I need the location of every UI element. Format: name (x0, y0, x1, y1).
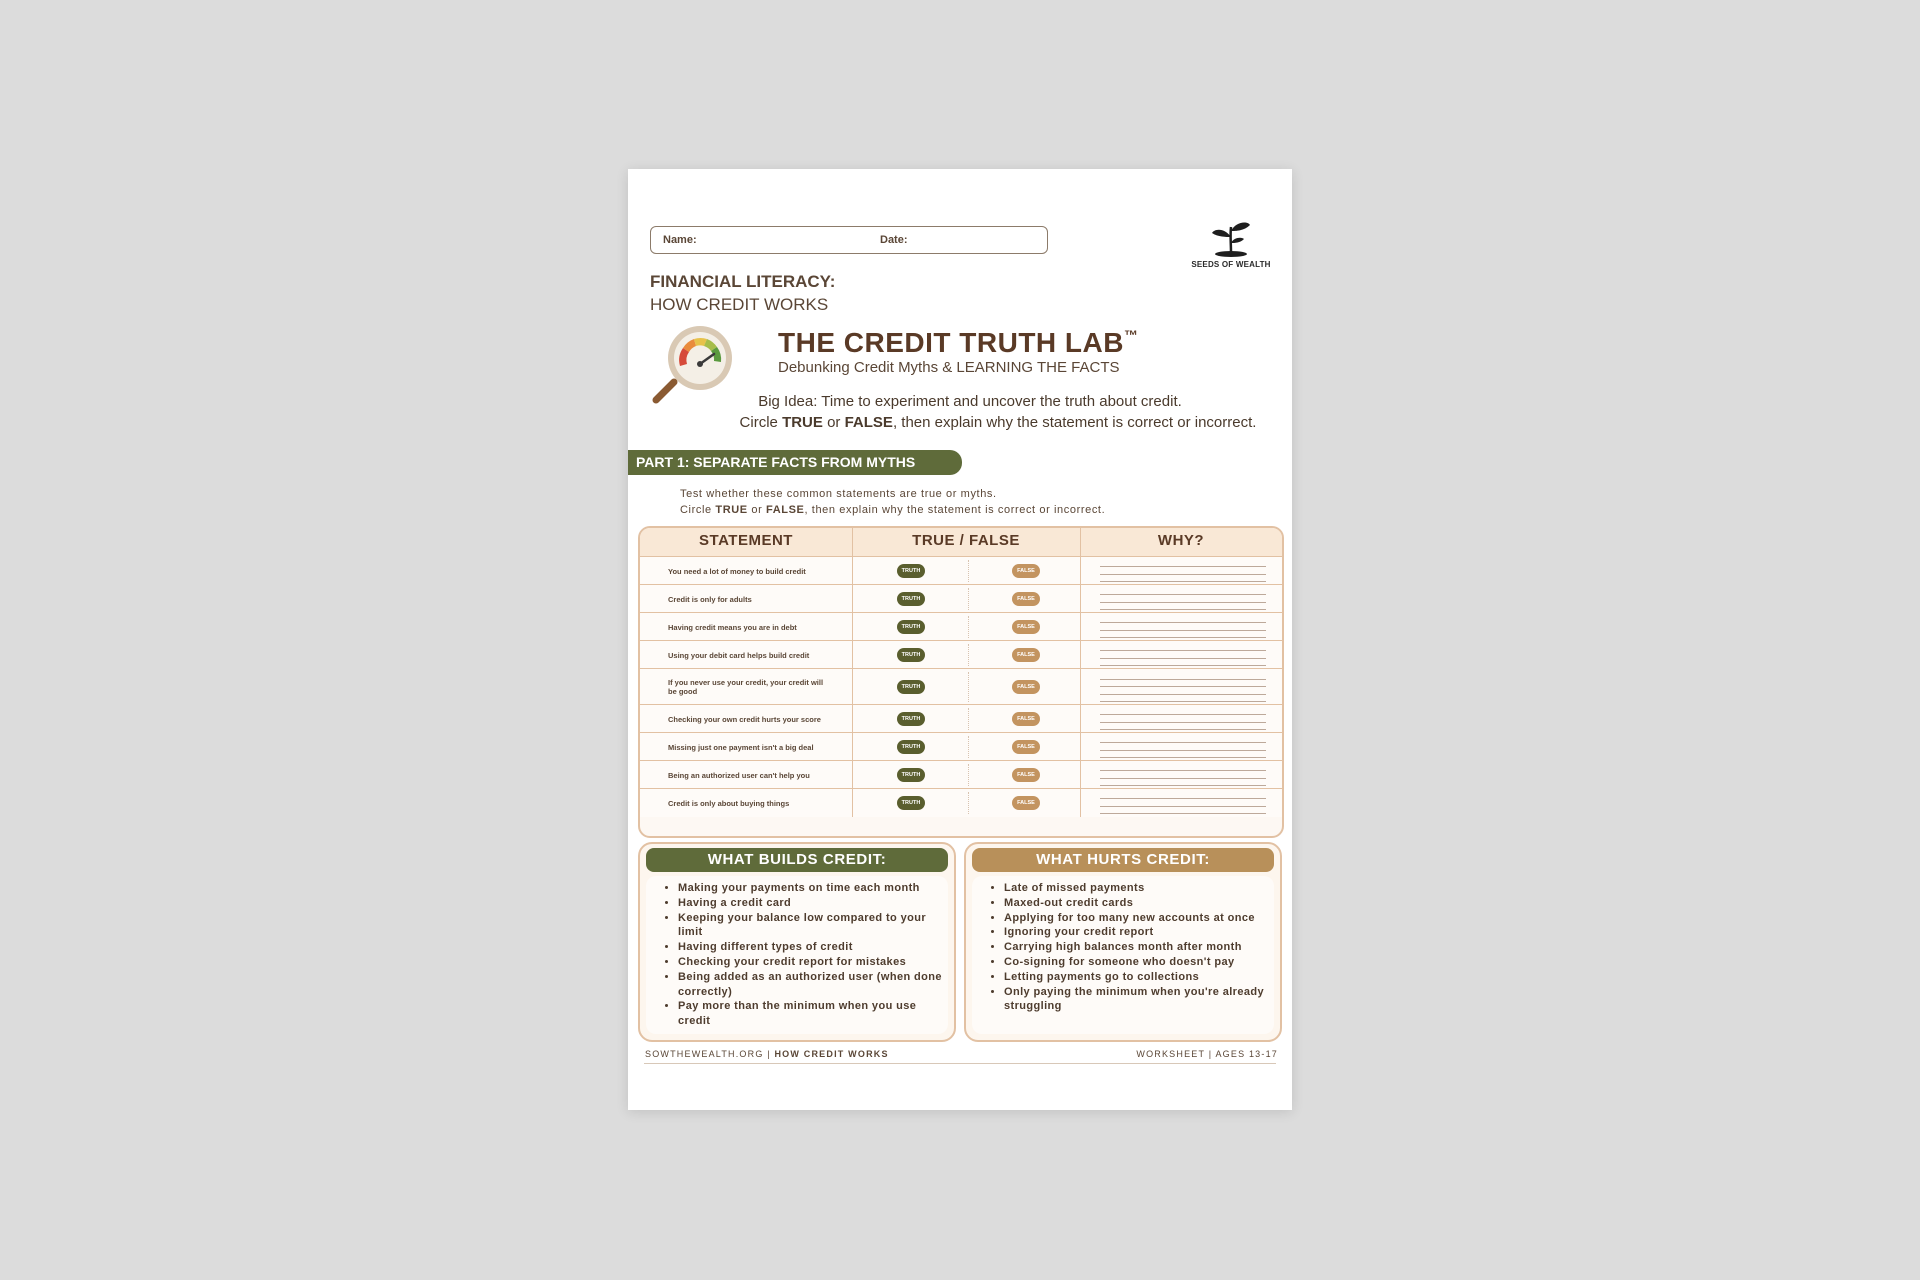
writing-line (1100, 595, 1266, 602)
list-item: • Late of missed payments (1004, 881, 1274, 896)
footer-site: SOWTHEWEALTH.ORG | (645, 1049, 775, 1059)
writing-line (1100, 715, 1266, 722)
header-statement: STATEMENT (699, 532, 793, 549)
big-idea-line2-post: , then explain why the statement is correct or incorrect. (892, 414, 1257, 431)
table-row (640, 584, 1282, 613)
footer-right: WORKSHEET | AGES 13-17 (1136, 1049, 1278, 1059)
option-divider (968, 736, 969, 758)
column-divider (852, 641, 853, 669)
writing-line (1100, 603, 1266, 610)
hurts-credit-heading: WHAT HURTS CREDIT: (972, 848, 1274, 872)
writing-line (1100, 560, 1266, 567)
seeds-of-wealth-logo (1188, 217, 1274, 269)
writing-line (1100, 743, 1266, 750)
title-text: THE CREDIT TRUTH LAB (778, 327, 1124, 358)
column-divider (1080, 705, 1081, 733)
why-answer-lines[interactable] (1100, 672, 1266, 702)
truth-option[interactable]: TRUTH (897, 592, 925, 606)
big-idea-or: or (822, 414, 845, 431)
statement-text: Being an authorized user can't help you (668, 770, 810, 780)
hurts-credit-box (964, 842, 1282, 1042)
name-date-box[interactable] (650, 226, 1048, 254)
option-divider (968, 588, 969, 610)
statement-text: Having credit means you are in debt (668, 622, 797, 632)
false-option[interactable]: FALSE (1012, 740, 1040, 754)
list-item: • Keeping your balance low compared to your limit (678, 911, 948, 941)
writing-line (1100, 575, 1266, 582)
column-divider (1080, 789, 1081, 817)
list-item: • Checking your credit report for mistakes (678, 955, 948, 970)
writing-line (1100, 771, 1266, 778)
list-item: • Being added as an authorized user (when done correctly) (678, 970, 948, 1000)
writing-line (1100, 764, 1266, 771)
big-idea-false: FALSE (844, 414, 893, 431)
table-row (640, 612, 1282, 641)
instr-true: TRUE (715, 504, 748, 516)
false-option[interactable]: FALSE (1012, 648, 1040, 662)
instruction-line-2 (680, 502, 1105, 518)
writing-line (1100, 779, 1266, 786)
statement-text: If you never use your credit, your credit will be good (668, 678, 824, 696)
column-divider (1080, 557, 1081, 585)
truth-option[interactable]: TRUTH (897, 620, 925, 634)
writing-line (1100, 616, 1266, 623)
footer-topic: HOW CREDIT WORKS (774, 1049, 889, 1059)
truth-option[interactable]: TRUTH (897, 680, 925, 694)
instr-false: FALSE (766, 504, 805, 516)
list-item: • Maxed-out credit cards (1004, 896, 1274, 911)
statement-text: Using your debit card helps build credit (668, 650, 810, 660)
hurts-credit-body (972, 876, 1274, 1034)
logo-text: SEEDS OF WEALTH (1191, 260, 1271, 269)
big-idea (628, 391, 1292, 433)
column-divider (852, 705, 853, 733)
column-divider (1080, 613, 1081, 641)
list-item: • Letting payments go to collections (1004, 970, 1274, 985)
column-divider (852, 789, 853, 817)
column-divider (1080, 669, 1081, 705)
column-divider (852, 557, 853, 585)
truth-option[interactable]: TRUTH (897, 564, 925, 578)
statement-text: Credit is only for adults (668, 594, 752, 604)
why-answer-lines[interactable] (1100, 764, 1266, 786)
trademark-mark: ™ (1123, 327, 1139, 343)
truth-option[interactable]: TRUTH (897, 648, 925, 662)
writing-line (1100, 708, 1266, 715)
list-item: • Only paying the minimum when you're already struggling (1004, 985, 1274, 1015)
false-option[interactable]: FALSE (1012, 768, 1040, 782)
column-divider (852, 733, 853, 761)
big-idea-line-1: Big Idea: Time to experiment and uncover the truth about credit. (758, 393, 1182, 410)
list-item: • Having different types of credit (678, 940, 948, 955)
date-label: Date: (880, 234, 908, 246)
truth-option[interactable]: TRUTH (897, 796, 925, 810)
why-answer-lines[interactable] (1100, 588, 1266, 610)
why-answer-lines[interactable] (1100, 708, 1266, 730)
writing-line (1100, 751, 1266, 758)
table-row (640, 640, 1282, 669)
writing-line (1100, 799, 1266, 806)
column-divider (1080, 641, 1081, 669)
false-option[interactable]: FALSE (1012, 680, 1040, 694)
column-divider (852, 761, 853, 789)
why-answer-lines[interactable] (1100, 736, 1266, 758)
writing-line (1100, 736, 1266, 743)
builds-credit-box (638, 842, 956, 1042)
writing-line (1100, 631, 1266, 638)
column-divider (1080, 761, 1081, 789)
statement-text: Missing just one payment isn't a big deal (668, 742, 814, 752)
writing-line (1100, 623, 1266, 630)
false-option[interactable]: FALSE (1012, 620, 1040, 634)
list-item: • Applying for too many new accounts at once (1004, 911, 1274, 926)
table-row (640, 788, 1282, 817)
list-item: • Ignoring your credit report (1004, 925, 1274, 940)
builds-credit-list (646, 881, 948, 1029)
false-option[interactable]: FALSE (1012, 796, 1040, 810)
statement-text: You need a lot of money to build credit (668, 566, 806, 576)
false-option[interactable]: FALSE (1012, 712, 1040, 726)
writing-line (1100, 567, 1266, 574)
why-answer-lines[interactable] (1100, 792, 1266, 814)
page-title (778, 327, 1138, 359)
why-answer-lines[interactable] (1100, 616, 1266, 638)
writing-line (1100, 723, 1266, 730)
writing-line (1100, 659, 1266, 666)
writing-line (1100, 680, 1266, 688)
writing-line (1100, 687, 1266, 695)
subject-line-2: HOW CREDIT WORKS (650, 295, 829, 314)
writing-line (1100, 644, 1266, 651)
option-divider (968, 764, 969, 786)
list-item: • Carrying high balances month after month (1004, 940, 1274, 955)
why-answer-lines[interactable] (1100, 560, 1266, 582)
writing-line (1100, 807, 1266, 814)
list-item: • Making your payments on time each month (678, 881, 948, 896)
big-idea-line2-pre: Circle (739, 414, 783, 431)
table-row (640, 668, 1282, 705)
facts-myths-table (638, 526, 1284, 838)
hurts-credit-list (972, 881, 1274, 1014)
list-item: • Co-signing for someone who doesn't pay (1004, 955, 1274, 970)
option-divider (968, 792, 969, 814)
header-true-false: TRUE / FALSE (912, 532, 1020, 549)
builds-credit-body (646, 876, 948, 1034)
table-header (640, 528, 1282, 556)
writing-line (1100, 792, 1266, 799)
table-row (640, 732, 1282, 761)
sprout-icon (1206, 217, 1256, 257)
column-divider (852, 585, 853, 613)
writing-line (1100, 695, 1266, 703)
list-item: • Pay more than the minimum when you use credit (678, 999, 948, 1029)
option-divider (968, 672, 969, 702)
why-answer-lines[interactable] (1100, 644, 1266, 666)
big-idea-line-2 (628, 412, 1292, 433)
column-divider (1080, 585, 1081, 613)
table-row (640, 760, 1282, 789)
instruction-line-1: Test whether these common statements are true or myths. (680, 488, 997, 500)
table-row (640, 704, 1282, 733)
statement-text: Checking your own credit hurts your score (668, 714, 821, 724)
builds-credit-heading: WHAT BUILDS CREDIT: (646, 848, 948, 872)
truth-option[interactable]: TRUTH (897, 740, 925, 754)
table-row (640, 556, 1282, 585)
column-divider (1080, 733, 1081, 761)
option-divider (968, 708, 969, 730)
false-option[interactable]: FALSE (1012, 564, 1040, 578)
worksheet-page (628, 169, 1292, 1110)
subject-line-1: FINANCIAL LITERACY: (650, 272, 836, 291)
instr-pre: Circle (680, 504, 716, 516)
option-divider (968, 644, 969, 666)
part1-banner: PART 1: SEPARATE FACTS FROM MYTHS (628, 450, 962, 475)
writing-line (1100, 651, 1266, 658)
option-divider (968, 560, 969, 582)
instr-or: or (747, 504, 767, 516)
list-item: • Having a credit card (678, 896, 948, 911)
part1-instructions (680, 486, 1105, 518)
page-subtitle: Debunking Credit Myths & LEARNING THE FACTS (778, 359, 1120, 376)
instr-post: , then explain why the statement is correct or incorrect. (804, 504, 1106, 516)
footer-rule (644, 1063, 1276, 1064)
name-label: Name: (663, 234, 697, 246)
big-idea-true: TRUE (782, 414, 823, 431)
false-option[interactable]: FALSE (1012, 592, 1040, 606)
writing-line (1100, 672, 1266, 680)
header-why: WHY? (1157, 532, 1205, 549)
footer-left (645, 1049, 889, 1059)
option-divider (968, 616, 969, 638)
writing-line (1100, 588, 1266, 595)
column-divider (852, 669, 853, 705)
statement-text: Credit is only about buying things (668, 798, 790, 808)
truth-option[interactable]: TRUTH (897, 768, 925, 782)
truth-option[interactable]: TRUTH (897, 712, 925, 726)
column-divider (852, 613, 853, 641)
